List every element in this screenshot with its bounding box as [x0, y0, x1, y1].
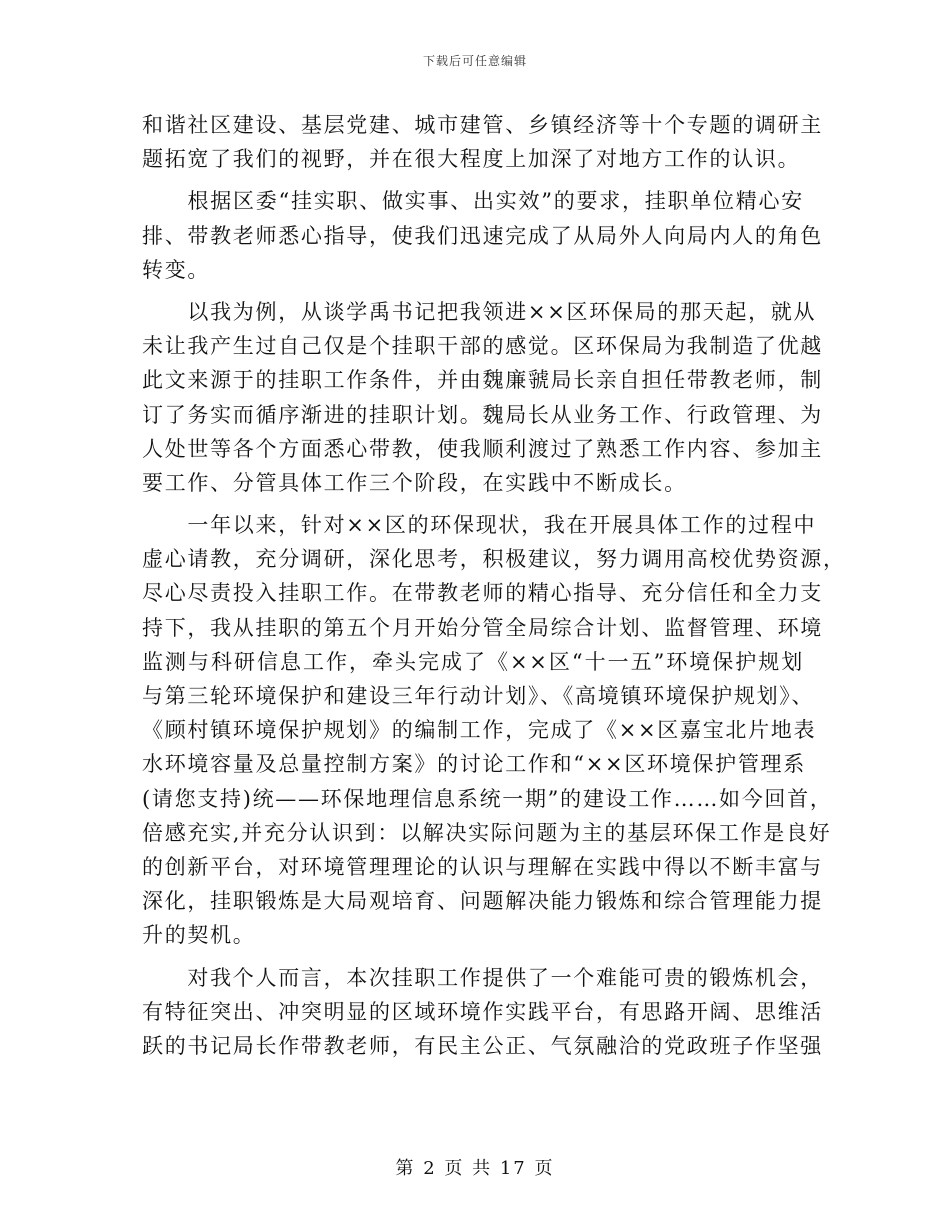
text-line: 监测与科研信息工作，牵头完成了《××区“十一五”环境保护规划 [142, 649, 804, 674]
text-line: 根据区委“挂实职、做实事、出实效”的要求，挂职单位精心安 [142, 189, 804, 214]
text-line: 对我个人而言，本次挂职工作提供了一个难能可贵的锻炼机会， [142, 965, 823, 990]
paragraph [142, 108, 823, 176]
text-line: 转变。 [142, 257, 211, 282]
text-line: 题拓宽了我们的视野，并在很大程度上加深了对地方工作的认识。 [142, 147, 801, 172]
text-line: 此文来源于的挂职工作条件，并由魏廉虢局长亲自担任带教老师，制 [142, 368, 823, 393]
text-line: 有特征突出、冲突明显的区域环境作实践平台，有思路开阔、思维活 [142, 999, 823, 1024]
paragraph [142, 184, 823, 287]
page-number-footer: 第 2 页 共 17 页 [395, 1158, 555, 1179]
text-line: 和谐社区建设、基层党建、城市建管、乡镇经济等十个专题的调研主 [142, 113, 823, 137]
text-line: 尽心尽责投入挂职工作。在带教老师的精心指导、充分信任和全力支 [142, 581, 823, 606]
text-line: 一年以来，针对××区的环保现状，我在开展具体工作的过程中 [142, 513, 817, 538]
text-line: 深化，挂职锻炼是大局观培育、问题解决能力锻炼和综合管理能力提 [142, 889, 823, 914]
text-line: 的创新平台，对环境管理理论的认识与理解在实践中得以不断丰富与 [142, 854, 823, 879]
text-line: 以我为例，从谈学禹书记把我领进××区环保局的那天起，就从 [142, 299, 817, 324]
page-header: 下载后可任意编辑 [422, 54, 527, 68]
text-line: 《顾村镇环境保护规划》的编制工作，完成了《××区嘉宝北片地表 [142, 718, 817, 743]
paragraph [142, 961, 823, 1064]
paragraph [142, 508, 846, 952]
text-line: 要工作、分管具体工作三个阶段，在实践中不断成长。 [142, 470, 687, 495]
text-line: (请您支持)统——环保地理信息系统一期”的建设工作……如今回首， [142, 786, 833, 811]
text-line: 与第三轮环境保护和建设三年行动计划》、《高境镇环境保护规划》、 [142, 684, 815, 708]
text-line: 排、带教老师悉心指导，使我们迅速完成了从局外人向局内人的角色 [142, 223, 823, 248]
document-body [142, 108, 846, 1063]
text-line: 虚心请教，充分调研，深化思考，积极建议，努力调用高校优势资源， [142, 547, 846, 572]
text-line: 订了务实而循序渐进的挂职计划。魏局长从业务工作、行政管理、为 [142, 402, 823, 427]
text-line: 未让我产生过自己仅是个挂职干部的感觉。区环保局为我制造了优越 [142, 334, 823, 359]
text-line: 水环境容量及总量控制方案》的讨论工作和“××区环境保护管理系 [142, 752, 806, 777]
text-line: 持下，我从挂职的第五个月开始分管全局综合计划、监督管理、环境 [142, 615, 823, 640]
text-line: 人处世等各个方面悉心带教，使我顺利渡过了熟悉工作内容、参加主 [142, 436, 823, 461]
paragraph [142, 295, 823, 500]
text-line: 倍感充实,并充分认识到：以解决实际问题为主的基层环保工作是良好 [142, 820, 832, 845]
text-line: 升的契机。 [142, 923, 256, 948]
text-line: 跃的书记局长作带教老师，有民主公正、气氛融洽的党政班子作坚强 [142, 1033, 823, 1058]
